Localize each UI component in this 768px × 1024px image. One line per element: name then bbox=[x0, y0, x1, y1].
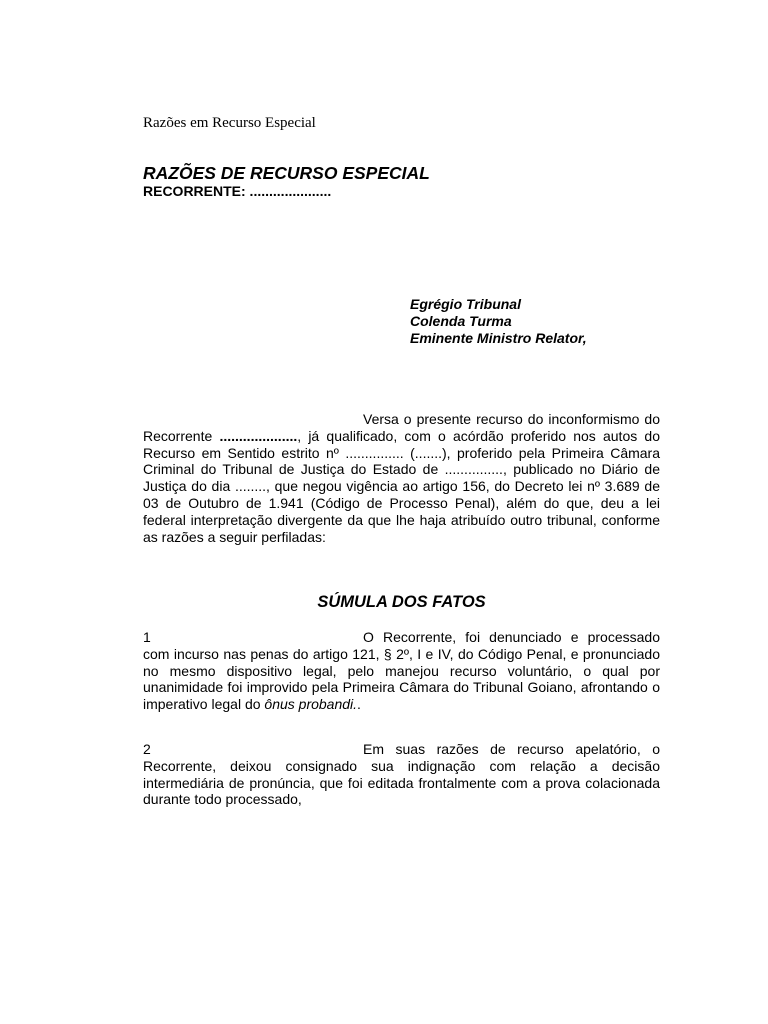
section-title: SÚMULA DOS FATOS bbox=[317, 593, 486, 611]
document-title: RAZÕES DE RECURSO ESPECIAL bbox=[143, 163, 430, 183]
address-block bbox=[410, 296, 587, 347]
intro-paragraph bbox=[143, 411, 660, 545]
fact-item-2 bbox=[143, 741, 660, 808]
address-line-tribunal: Egrégio Tribunal bbox=[410, 296, 521, 312]
address-line-relator: Eminente Ministro Relator, bbox=[410, 330, 587, 346]
item-text: Em suas razões de recurso apelatório, o Recorrente, deixou consignado sua indignação com relação a decisão intermediária de pronúncia, que foi editada frontalmente com a prova colacionada durante todo processado, bbox=[143, 741, 660, 808]
fact-item-1 bbox=[143, 629, 660, 713]
intro-text-start: Versa o presente recurso do inconformismo do Recorrente bbox=[143, 411, 660, 444]
intro-text-end: , já qualificado, com o acórdão proferido nos autos do Recurso em Sentido estrito nº ............... (.......), proferido pela Primeira Câmara Criminal do Tribunal de Justiça do Estado de ..............., publicado no Diário de Justiça do dia ........, que negou vigência ao artigo 156, do Decreto lei nº 3.689 de 03 de Outubro de 1.941 (Código de Processo Penal), além do que, deu a lei federal interpretação divergente da que lhe haja atribuído outro tribunal, conforme as razões a seguir perfiladas: bbox=[143, 427, 660, 545]
item-number: 1 bbox=[143, 629, 151, 645]
item-text: O Recorrente, foi denunciado e processado com incurso nas penas do artigo 121, § 2º, I e IV, do Código Penal, e pronunciado no mesmo dispositivo legal, pelo manejou recurso voluntário, o qual por unanimidade foi improvido pela Primeira Câmara do Tribunal Goiano, afrontando o imperativo legal do bbox=[143, 629, 660, 713]
recorrente-line: RECORRENTE: ..................... bbox=[143, 183, 332, 199]
address-line-turma: Colenda Turma bbox=[410, 313, 512, 329]
page-header: Razões em Recurso Especial bbox=[143, 115, 316, 131]
item-italic-term: ônus probandi. bbox=[264, 696, 358, 713]
recorrente-name-placeholder: .................... bbox=[219, 427, 298, 444]
item-text-end: . bbox=[357, 696, 361, 713]
item-number: 2 bbox=[143, 741, 151, 757]
